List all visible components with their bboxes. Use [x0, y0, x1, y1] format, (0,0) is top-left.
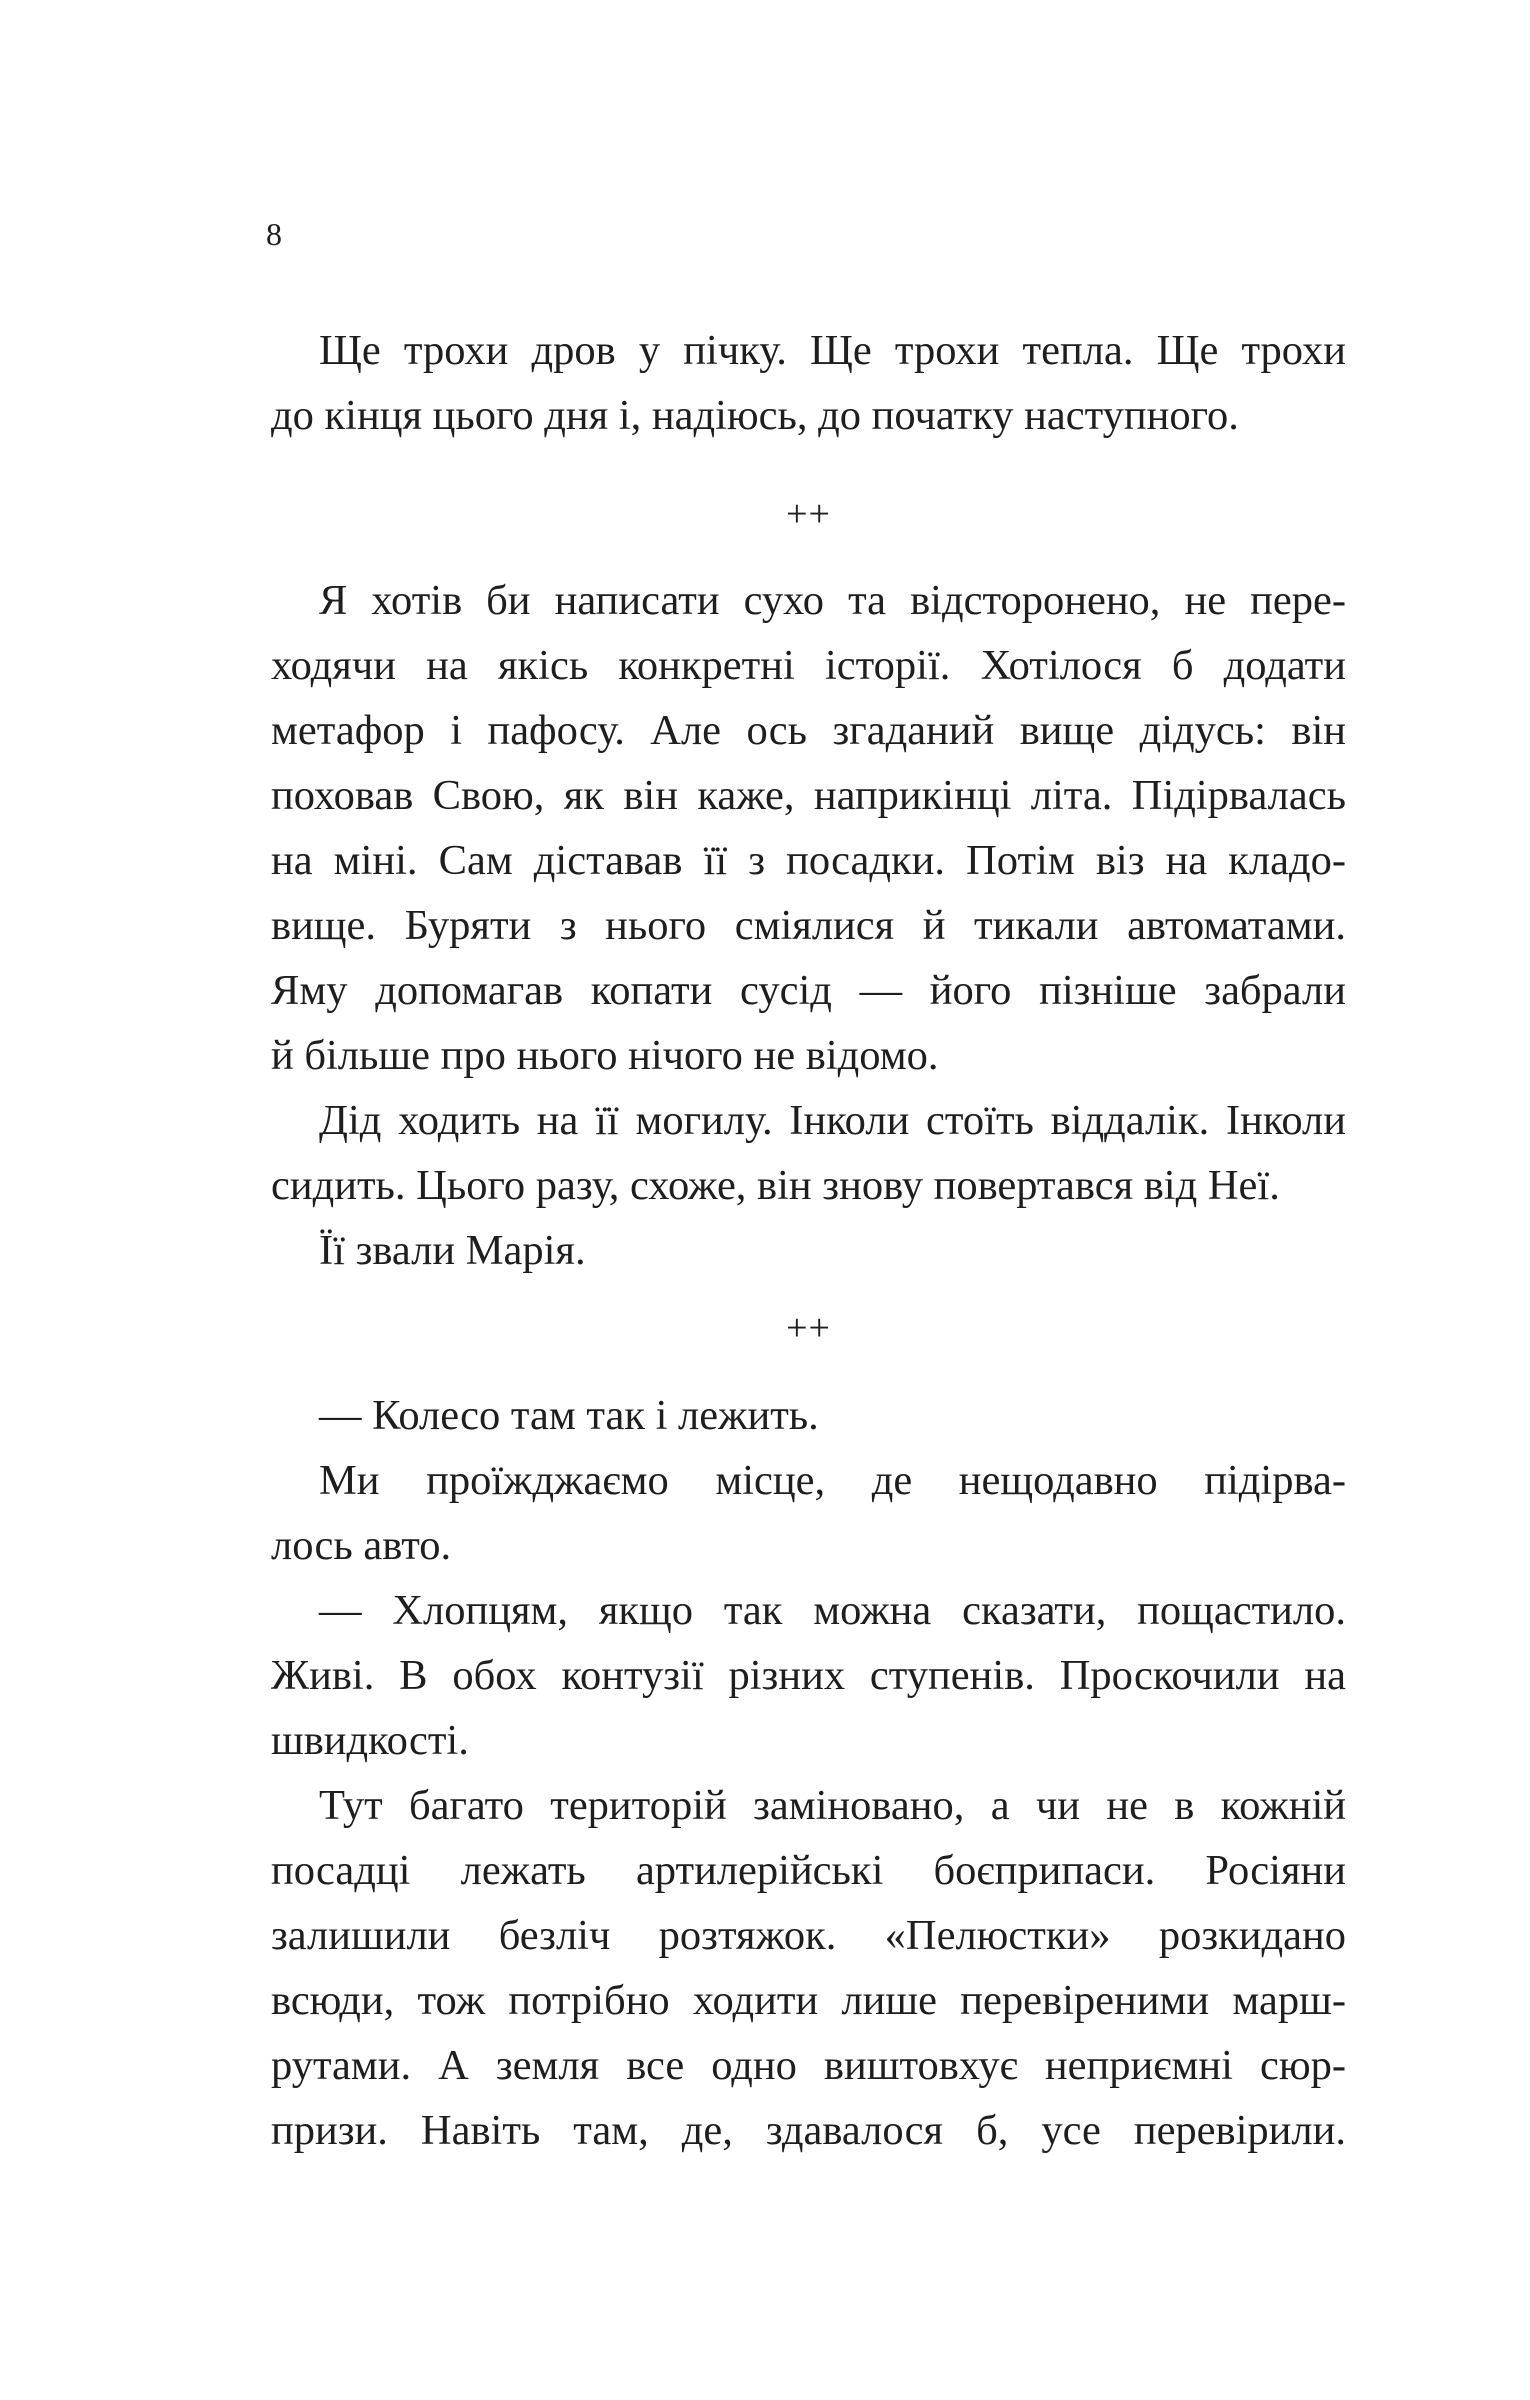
text-line: Її звали Марія. [319, 1227, 586, 1274]
section-separator: ++ [786, 1307, 831, 1349]
text-line: на міні. Сам діставав її з посадки. Потім віз на кладо- [271, 837, 1346, 884]
text-line: ходячи на якісь конкретні історії. Хотілося б додати [271, 642, 1346, 689]
text-block-wheel [271, 1383, 1346, 2163]
text-line: Ми проїжджаємо місце, де нещодавно підірва- [319, 1457, 1346, 1504]
text-line: Я хотів би написати сухо та відсторонено, не пере- [319, 577, 1346, 624]
text-block-intro [271, 318, 1346, 448]
text-line: метафор і пафосу. Але ось згаданий вище дідусь: він [271, 707, 1346, 754]
text-line: Живі. В обох контузії різних ступенів. Проскочили на [271, 1652, 1346, 1699]
text-line: рутами. А земля все одно виштовхує неприємні сюр- [271, 2042, 1346, 2089]
text-line: призи. Навіть там, де, здавалося б, усе перевірили. [271, 2107, 1346, 2154]
text-line: — Хлопцям, якщо так можна сказати, пощастило. [319, 1587, 1346, 1634]
text-line: Яму допомагав копати сусід — його пізніше забрали [271, 967, 1346, 1014]
text-line: Ще трохи дров у пічку. Ще трохи тепла. Ще трохи [319, 327, 1346, 374]
text-line: й більше про нього нічого не відомо. [271, 1032, 939, 1079]
text-line: Тут багато територій заміновано, а чи не в кожній [319, 1782, 1346, 1829]
text-line: — Колесо там так і лежить. [319, 1392, 819, 1439]
text-line: швидкості. [271, 1717, 469, 1764]
page-number: 8 [266, 216, 282, 252]
text-line: залишили безліч розтяжок. «Пелюстки» розкидано [271, 1912, 1346, 1959]
text-line: лось авто. [271, 1522, 452, 1569]
text-line: поховав Свою, як він каже, наприкінці літа. Підірвалась [271, 772, 1346, 819]
text-line: всюди, тож потрібно ходити лише перевіреними марш- [271, 1977, 1346, 2024]
section-separator: ++ [786, 493, 831, 535]
text-line: Дід ходить на її могилу. Інколи стоїть віддалік. Інколи [319, 1097, 1346, 1144]
text-line: до кінця цього дня і, надіюсь, до початку наступного. [271, 392, 1239, 439]
text-line: посадці лежать артилерійські боєприпаси. Росіяни [271, 1847, 1346, 1894]
text-line: вище. Буряти з нього сміялися й тикали автоматами. [271, 902, 1346, 949]
text-block-grandfather [271, 568, 1346, 1283]
text-line: сидить. Цього разу, схоже, він знову повертався від Неї. [271, 1162, 1280, 1209]
